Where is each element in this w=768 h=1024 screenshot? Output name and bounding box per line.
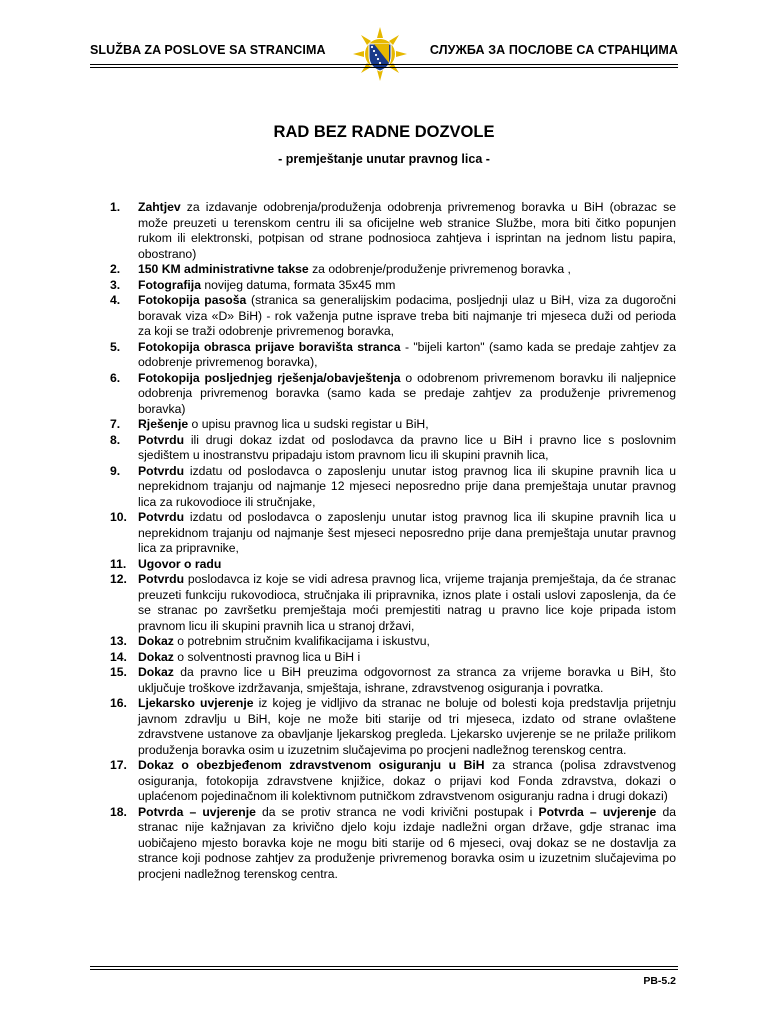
requirement-item [110,371,676,418]
requirement-item [110,650,676,666]
requirement-title: Potvrdu [138,510,185,524]
requirement-number: 12. [110,572,127,586]
header-right-text: СЛУЖБА ЗА ПОСЛОВЕ СА СТРАНЦИМА [429,43,678,57]
requirement-text: novijeg datuma, formata 35x45 mm [200,277,396,292]
header-divider-secondary [90,67,678,68]
requirement-text: da pravno lice u BiH preuzima odgovornost za stranca za vrijeme boravka u BiH, što uključuje troškove izdržavanja, smještaja, ishrane, zdravstvenog osiguranja i povratka. [138,665,676,695]
requirement-title: Dokaz [138,649,174,664]
requirement-text: iz kojeg je vidljivo da stranac ne boluje od bolesti koja predstavlja prijetnju javnom zdravlju u BiH, koje ne može biti starije od tri mjeseca, izdato od strane ovlaštene zdravstvene ustanove za obavljanje ljekarskog pregleda. Ljekarsko uvjerenje se ne prilaže prilikom produženja boravka osim u izuzetnim slučajevima po procjeni nadležnog terenskog centra. [138,696,676,757]
requirement-title: Zahtjev [138,200,181,214]
requirement-item [110,340,676,371]
requirement-item [110,464,676,511]
requirement-text-secondary: da stranac nije kažnjavan za krivično djelo koju izdaje nadležni organ države, gdje stranac ima uobičajeno mjesto boravka koje ne mogu biti starije od 6 mjeseci, ovaj dokaz se ne dostavlja za strance koji podnose zahtjev za produženje privremenog boravka osim u izuzetnim slučajevima po procjeni nadležnog terenskog centra. [138,804,677,881]
requirements-list [110,200,676,882]
footer-divider [90,966,678,967]
requirement-number: 11. [110,556,127,571]
document-title: RAD BEZ RADNE DOZVOLE [273,123,495,141]
requirement-title: Potvrdu [138,572,185,586]
requirement-title: Dokaz [138,634,174,648]
requirement-item [110,278,676,294]
requirement-text: poslodavca iz koje se vidi adresa pravnog lica, vrijeme trajanja premještaja, da će stranac preuzeti funkciju rukovodioca, stručnjaka ili pripravnika, iznos plate i ostali uslovi zaposlenja, da će se stranac po završetku premještaja moći premjestiti natrag u pravno lice koje pripada istom pravnom licu ili skupini pravnih lica u stranoj državi, [138,572,676,633]
document-subtitle: - premještanje unutar pravnog lica - [278,152,490,166]
requirement-title: Ugovor o radu [138,556,222,571]
requirement-text: o potrebnim stručnim kvalifikacijama i iskustvu, [173,634,430,648]
bih-emblem-icon [352,26,408,82]
requirement-title: Fotokopija posljednjeg rješenja/obavještenja [138,370,401,385]
requirement-title-secondary: Potvrda – uvjerenje [538,804,657,819]
requirement-text: za izdavanje odobrenja/produženja odobrenja privremenog boravka u BiH (obrazac se može preuzeti u terenskom centru ili sa oficijelne web stranice Službe, mora biti čitko popunjen rukom ili elektronski, potpisan od strane podnosioca zahtjeva i isprintan na jednom listu papira, obostrano) [138,200,676,261]
requirement-number: 2. [110,262,121,276]
requirement-title: Potvrdu [138,463,185,478]
requirement-text: - "bijeli karton" (samo kada se predaje zahtjev za odobrenje privremenog boravka), [138,339,676,369]
requirement-title: Dokaz [138,665,174,679]
requirement-number: 13. [110,634,127,648]
requirement-text: za stranca (polisa zdravstvenog osiguranja, fotokopija zdravstvene knjižice, dokaz o prijavi kod Fonda zdravstva, dokazi o uplaćenom pojedinačnom ili kolektivnom putničkom zdravstvenom osiguranju radna i drugi dokazi) [138,758,676,803]
requirement-item [110,557,676,573]
requirement-text: izdatu od poslodavca o zaposlenju unutar istog pravnog lica ili skupine pravnih lica u neprekidnom trajanju od najmanje 12 mjeseci neposredno prije dana premještaja unutar pravnog lica za rukovodioce ili stručnjake, [138,463,676,509]
requirement-item [110,696,676,758]
requirement-title: Fotokopija obrasca prijave boravišta stranca [138,339,401,354]
requirement-title: Potvrda – uvjerenje [138,804,256,819]
requirement-item [110,433,676,464]
requirement-item [110,805,676,883]
requirement-number: 17. [110,758,127,772]
requirement-title: Potvrdu [138,432,185,447]
requirement-text: o odobrenom privremenom boravku ili naljepnice odobrenja privremenog boravka (samo kada se predaje zahtjev za produženje privremenog boravka) [138,370,676,416]
requirement-number: 3. [110,277,121,292]
requirement-number: 10. [110,510,127,524]
requirement-item [110,572,676,634]
requirement-number: 1. [110,200,121,214]
requirement-item [110,758,676,805]
requirement-number: 9. [110,463,121,478]
requirement-number: 14. [110,649,127,664]
requirement-title: Dokaz o obezbjeđenom zdravstvenom osiguranju u BiH [138,758,485,772]
requirement-text: ili drugi dokaz izdat od poslodavca da pravno lice u BiH i pravno lice s poslovnim sjedištem u inostranstvu pripadaju istom pravnom licu ili skupini pravnih lica, [138,432,676,462]
requirement-item [110,510,676,557]
requirement-item [110,665,676,696]
requirement-item [110,417,676,433]
document-code: PB-5.2 [643,975,676,987]
requirement-title: Fotokopija pasoša [138,293,247,307]
requirement-number: 4. [110,293,121,307]
header-divider [90,64,678,65]
requirement-title: Rješenje [138,417,189,431]
requirement-number: 16. [110,696,127,710]
header-left-text: SLUŽBA ZA POSLOVE SA STRANCIMA [90,43,326,57]
requirement-item [110,262,676,278]
requirement-item [110,200,676,262]
page-header [90,30,678,80]
requirement-number: 18. [110,804,127,819]
requirement-item [110,293,676,340]
requirement-title: Fotografija [138,277,201,292]
requirement-number: 15. [110,665,127,679]
requirement-title: 150 KM administrativne takse [138,262,309,276]
requirement-item [110,634,676,650]
requirement-text: izdatu od poslodavca o zaposlenju unutar istog pravnog lica ili skupine pravnih lica u neprekidnom trajanju od najmanje šest mjeseci neposredno prije dana premještaja unutar pravnog lica za pripravnike, [138,510,676,555]
requirement-title: Ljekarsko uvjerenje [138,696,254,710]
requirement-text: o solventnosti pravnog lica u BiH i [173,649,361,664]
requirement-text: o upisu pravnog lica u sudski registar u BiH, [188,417,429,431]
requirement-text: (stranica sa generalijskim podacima, posljednji ulaz u BiH, viza za dugoročni boravak viza «D» BiH) - rok važenja putne isprave treba biti najmanje tri mjeseca duži od perioda za koji se traži odobrenje privremenog boravka, [138,293,676,338]
footer-divider-secondary [90,969,678,970]
requirement-text: za odobrenje/produženje privremenog boravka , [308,262,571,276]
requirement-number: 8. [110,432,121,447]
requirement-number: 6. [110,370,121,385]
requirement-number: 5. [110,339,121,354]
requirement-number: 7. [110,417,121,431]
requirement-text: da se protiv stranca ne vodi krivični postupak i [255,804,539,819]
